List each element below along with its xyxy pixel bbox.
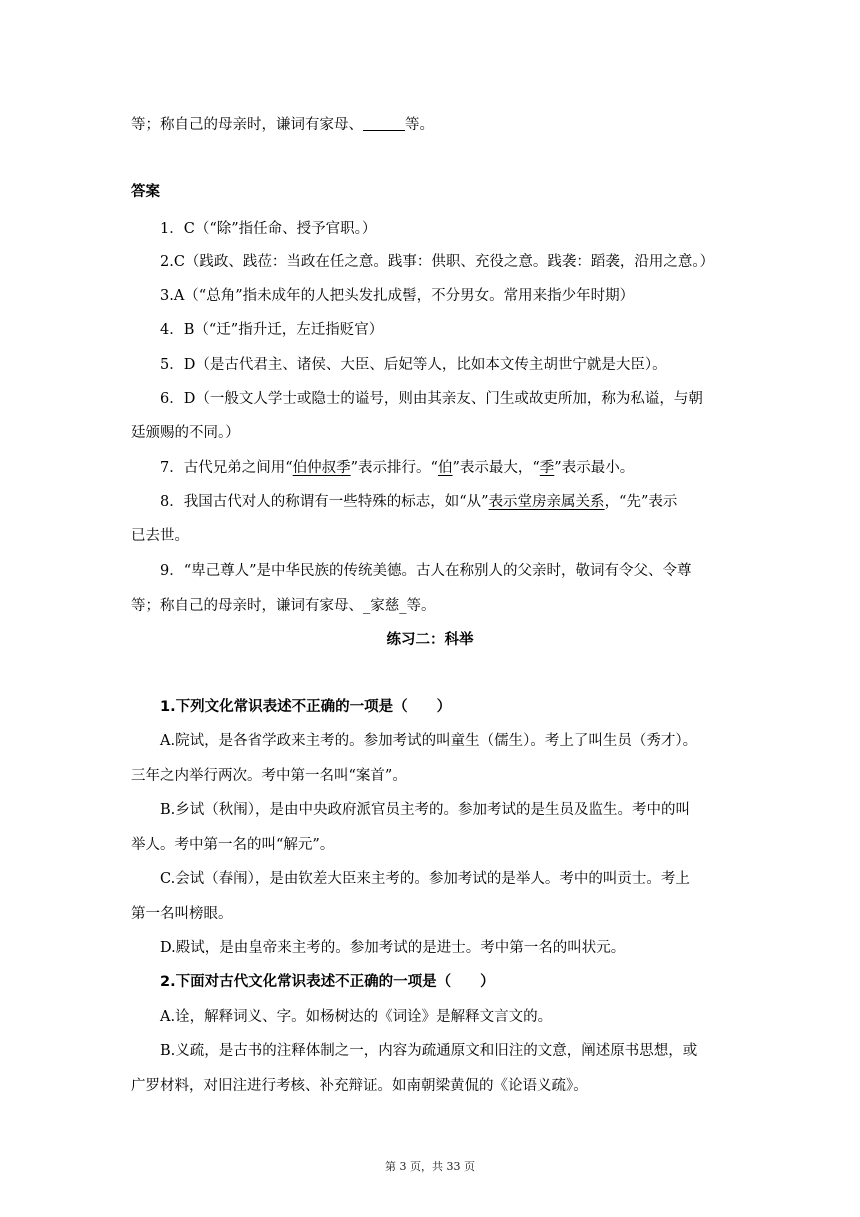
answer-7: 7．古代兄弟之间用“伯仲叔季”表示排行。“伯”表示最大，“季”表示最小。	[160, 460, 635, 476]
answer-9-line-1: 9．“卑己尊人”是中华民族的传统美德。古人在称别人的父亲时，敬词有令父、令尊	[160, 563, 692, 579]
answer-4: 4．B（“迁”指升迁，左迁指贬官）	[160, 322, 384, 338]
q1-option-c-line-1: C.会试（春闱），是由钦差大臣来主考的。参加考试的是举人。考中的叫贡士。考上	[160, 871, 690, 887]
answer-2: 2.C（践政、践莅：当政在任之意。践事：供职、充役之意。践袭：蹈袭，沿用之意。）	[160, 254, 715, 270]
answer-9-line-2: 等；称自己的母亲时，谦词有家母、_家慈_等。	[131, 598, 436, 614]
q1-option-b-line-2: 举人。考中第一名的叫“解元”。	[131, 837, 335, 853]
page-footer: 第 3 页，共 33 页	[385, 1160, 475, 1173]
q2-option-b-line-1: B.义疏，是古书的注释体制之一，内容为疏通原文和旧注的文意，阐述原书思想，或	[160, 1043, 698, 1059]
answer-1: 1．C（“除”指任命、授予官职。）	[160, 221, 377, 237]
q1-option-c-line-2: 第一名叫榜眼。	[131, 906, 233, 922]
underlined-term: 伯	[437, 460, 453, 476]
q2-option-b-line-2: 广罗材料，对旧注进行考核、补充辩证。如南朝梁黄侃的《论语义疏》。	[131, 1078, 588, 1094]
answer-8-line-2: 已去世。	[131, 528, 189, 544]
q1-option-b-line-1: B.乡试（秋闱），是由中央政府派官员主考的。参加考试的是生员及监生。考中的叫	[160, 802, 691, 818]
q1-option-a-line-2: 三年之内举行两次。考中第一名叫“案首”。	[131, 768, 407, 784]
underlined-term: 表示堂房亲属关系	[488, 494, 605, 510]
answer-6-line-2: 廷颁赐的不同。）	[131, 425, 240, 441]
answers-heading: 答案	[131, 184, 160, 200]
answer-6-line-1: 6．D（一般文人学士或隐士的谥号，则由其亲友、门生或故吏所加，称为私谥，与朝	[160, 391, 703, 407]
underlined-term: 季	[539, 460, 555, 476]
q2-option-a: A.诠，解释词义、字。如杨树达的《词诠》是解释文言文的。	[160, 1009, 553, 1025]
continuation-end: 等。	[405, 117, 434, 133]
continuation-line	[131, 115, 732, 135]
q1-option-a-line-1: A.院试，是各省学政来主考的。参加考试的叫童生（儒生）。考上了叫生员（秀才）。	[160, 733, 698, 749]
underlined-term: 伯仲叔季	[292, 460, 351, 476]
answer-5: 5．D（是古代君主、诸侯、大臣、后妃等人，比如本文传主胡世宁就是大臣）。	[160, 357, 667, 373]
question-1: 1.下列文化常识表述不正确的一项是（ ）	[160, 699, 452, 715]
q1-option-d: D.殿试，是由皇帝来主考的。参加考试的是进士。考中第一名的叫状元。	[160, 940, 626, 956]
section-title: 练习二：科举	[386, 632, 474, 648]
continuation-text: 等；称自己的母亲时，谦词有家母、	[131, 117, 363, 133]
fill-blank	[363, 116, 405, 131]
answer-8-line-1: 8．我国古代对人的称谓有一些特殊的标志，如“从”表示堂房亲属关系，“先”表示	[160, 494, 678, 510]
question-2: 2.下面对古代文化常识表述不正确的一项是（ ）	[160, 974, 495, 990]
answer-3: 3.A（“总角”指未成年的人把头发扎成髻，不分男女。常用来指少年时期）	[160, 288, 635, 304]
